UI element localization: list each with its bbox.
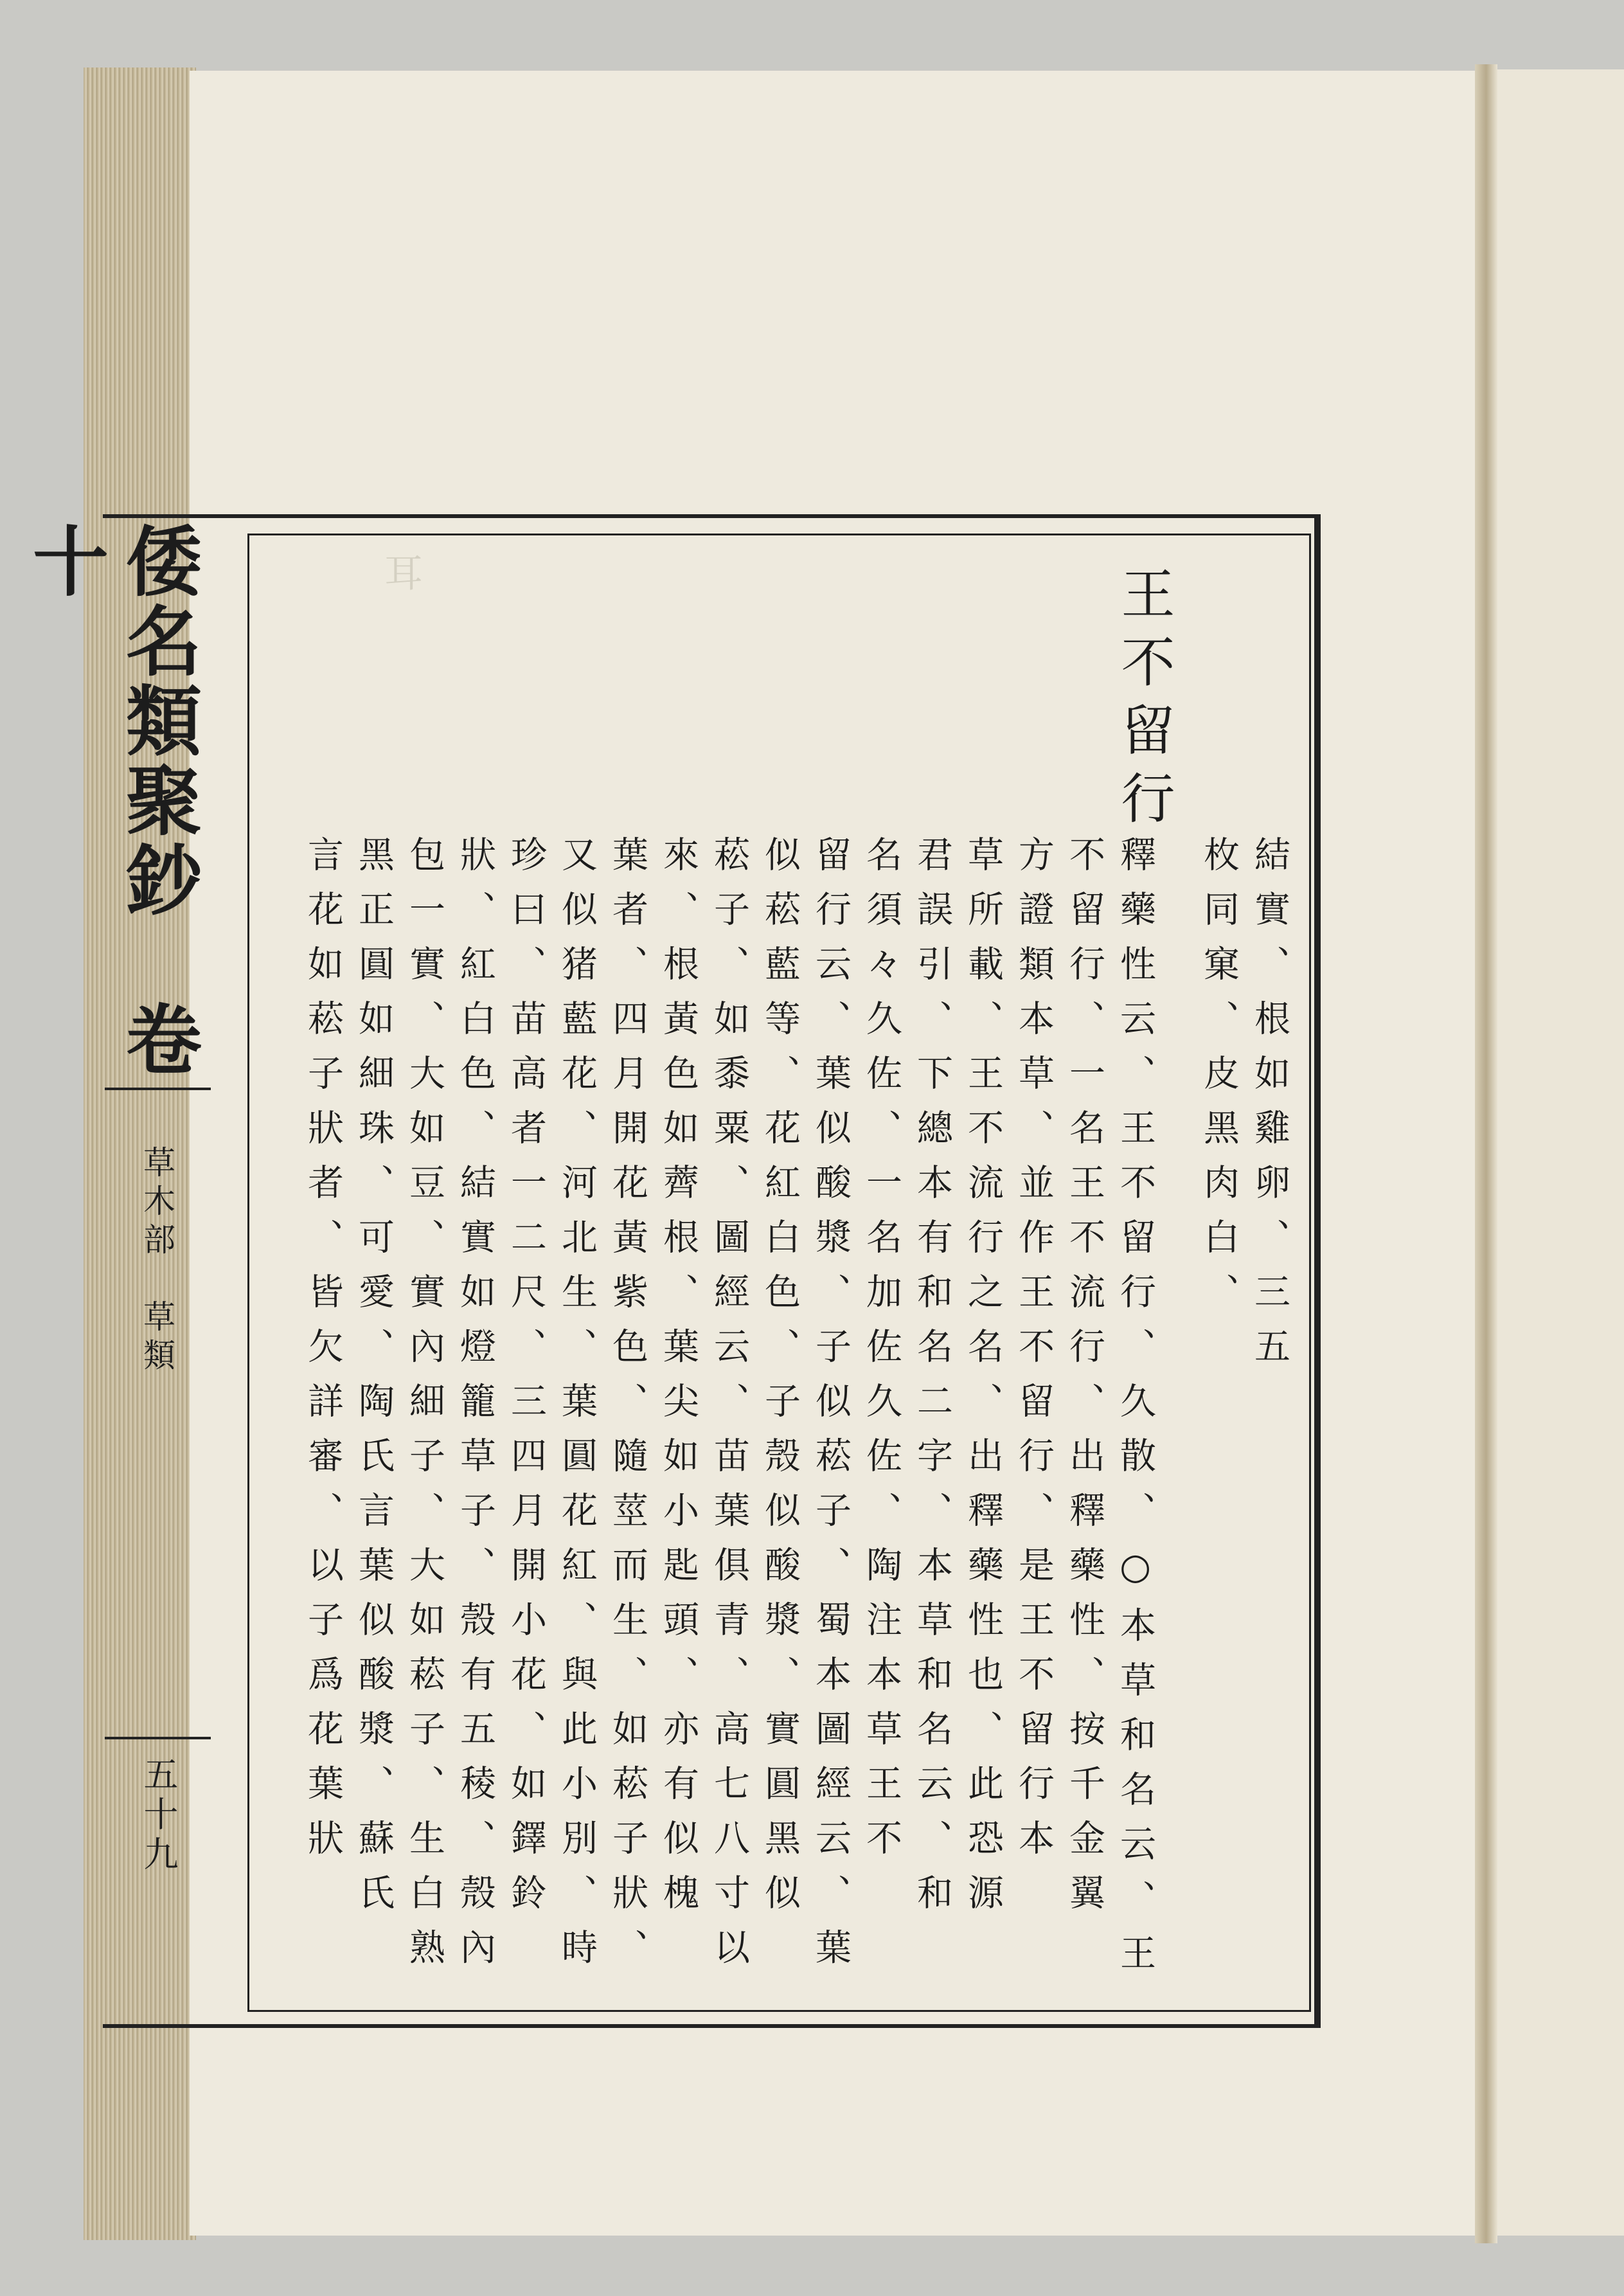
spine-margin bbox=[20, 522, 211, 2020]
entry-column-16: 黑正圓如細珠、可愛、陶氏言葉似酸漿、蘇氏 bbox=[353, 836, 395, 1928]
book-gutter bbox=[1475, 64, 1497, 2243]
entry-column-right-2: 枚同窠、皮黑肉白、 bbox=[1198, 836, 1240, 1327]
entry-column-10: 來、根黃色如薺根、葉尖如小匙頭、亦有似槐 bbox=[657, 836, 699, 1928]
entry-column-7: 留行云、葉似酸漿、子似菘子、蜀本圖經云、葉 bbox=[810, 836, 852, 1983]
entry-column-5: 君誤引、下總本有和名二字、本草和名云、和 bbox=[911, 836, 953, 1928]
entry-column-11: 葉者、四月開花黃紫色、隨莖而生、如菘子狀、 bbox=[607, 836, 648, 1983]
bleed-char: 耳 bbox=[378, 553, 423, 617]
entry-column-2: 不留行、一名王不流行、出釋藥性、按千金翼 bbox=[1064, 836, 1105, 1928]
spine-page-number: 五十九 bbox=[138, 1756, 179, 1876]
entry-column-15: 包一實、大如豆、實內細子、大如菘子、生白熟 bbox=[404, 836, 445, 1983]
spine-book-title: 倭名類聚鈔 卷十 bbox=[20, 522, 202, 1080]
spine-rule-top bbox=[105, 1088, 211, 1090]
facing-page bbox=[1497, 69, 1624, 2236]
entry-column-6: 名須々久佐、一名加佐久佐、陶注本草王不 bbox=[861, 836, 902, 1874]
entry-column-right-1: 結實、根如雞卵、三五 bbox=[1249, 836, 1290, 1382]
spine-section-label: 草木部 草類 bbox=[138, 1145, 175, 1377]
entry-column-13: 珍曰、苗高者一二尺、三四月開小花、如鐸鈴 bbox=[505, 836, 547, 1928]
entry-column-17: 言花如菘子狀者、皆欠詳審、以子爲花葉狀 bbox=[302, 836, 344, 1874]
entry-title: 王不留行 bbox=[1112, 566, 1175, 838]
entry-column-12: 又似猪藍花、河北生、葉圓花紅、與此小別、時 bbox=[556, 836, 598, 1983]
entry-column-3: 方證類本草、並作王不留行、是王不留行本 bbox=[1013, 836, 1055, 1874]
entry-column-1: 釋藥性云、王不留行、久散、○本草和名云、王 bbox=[1114, 836, 1156, 1989]
entry-column-14: 狀、紅白色、結實如燈籠草子、殼有五稜、殼內 bbox=[454, 836, 496, 1983]
entry-column-8: 似菘藍等、花紅白色、子殼似酸漿、實圓黑似 bbox=[759, 836, 801, 1928]
entry-column-9: 菘子、如黍粟、圖經云、苗葉俱青、高七八寸以 bbox=[708, 836, 750, 1983]
entry-column-4: 草所載、王不流行之名、出釋藥性也、此恐源 bbox=[962, 836, 1004, 1928]
spine-rule-bottom bbox=[105, 1737, 211, 1739]
bleed-through-text bbox=[373, 553, 428, 617]
